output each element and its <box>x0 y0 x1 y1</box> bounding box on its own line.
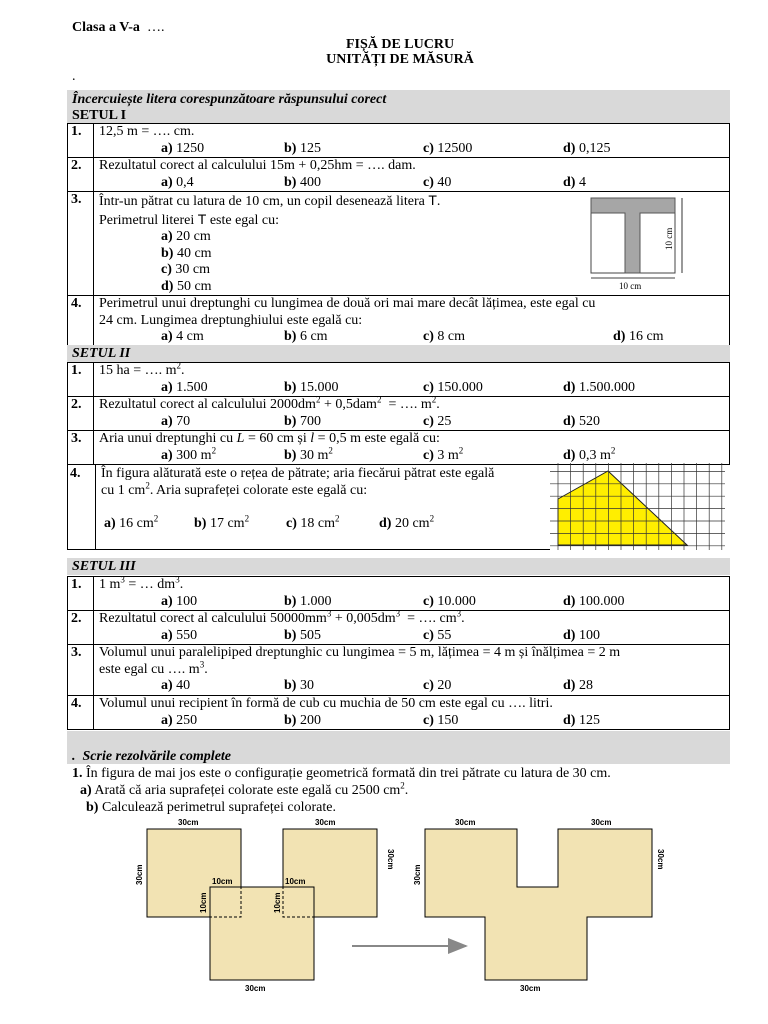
options <box>99 175 729 192</box>
question-body <box>94 574 730 611</box>
options <box>99 414 729 431</box>
label-30cm: 30cm <box>591 818 612 827</box>
option-d[interactable]: d) 50 cm <box>161 278 212 294</box>
option-d[interactable]: d) 520 <box>563 413 600 429</box>
question-text: Rezultatul corect al calculului $2000dm^2 + 0,5dam^2$ = …. $m^2$. <box>99 394 440 412</box>
option-b[interactable]: b) 700 <box>284 413 321 429</box>
option-a[interactable]: a) 1.500 <box>161 379 208 395</box>
question-body <box>94 394 730 431</box>
options <box>99 329 729 346</box>
question-number: 2. <box>68 397 94 431</box>
worksheet-title: FIȘĂ DE LUCRU <box>345 37 455 52</box>
question-body <box>94 158 730 192</box>
question-row <box>68 158 730 192</box>
label-30cm: 30cm <box>455 818 476 827</box>
option-b[interactable]: b) 1.000 <box>284 593 332 609</box>
label-30cm: 30cm <box>315 818 336 827</box>
question-number: 4. <box>68 296 94 348</box>
question-row <box>68 611 730 645</box>
question-text-2: este egal cu …. $m^3$. <box>99 658 208 677</box>
question-number: 2. <box>68 158 94 192</box>
option-a[interactable]: a) 16 $cm^2$ <box>104 513 159 531</box>
option-b[interactable]: b) 6 cm <box>284 329 328 344</box>
set1-table <box>67 123 730 348</box>
options <box>99 594 729 611</box>
question-text: Aria unui dreptunghi cu L = 60 cm și l = 0,5 m este egală cu: <box>99 431 440 446</box>
question-text: Volumul unui recipient în formă de cub cu muchia de 50 cm este egal cu …. litri. <box>99 696 553 711</box>
option-b[interactable]: b) 40 cm <box>161 245 212 261</box>
square-grid-figure <box>550 463 730 553</box>
question-row <box>68 696 730 730</box>
label-30cm: 30cm <box>413 864 422 885</box>
question-text-2: cu 1 $cm^2$. Aria suprafeței colorate este egală cu: <box>101 480 368 498</box>
question-number: 3. <box>68 431 94 465</box>
question-row <box>68 645 730 696</box>
bottom-square <box>210 887 314 980</box>
option-d[interactable]: d) 20 $cm^2$ <box>379 513 435 531</box>
question-number: 1. <box>68 577 94 611</box>
label-10cm: 10cm <box>285 877 306 886</box>
question-body <box>94 608 730 645</box>
option-d[interactable]: d) 125 <box>563 712 600 728</box>
option-d[interactable]: d) 16 cm <box>613 329 664 344</box>
question-body <box>94 192 730 296</box>
option-c[interactable]: c) 150.000 <box>423 379 483 395</box>
option-d[interactable]: d) 0,3 $m^2$ <box>563 444 616 463</box>
label-30cm: 30cm <box>386 849 395 870</box>
options <box>99 141 729 158</box>
option-a[interactable]: a) 250 <box>161 712 198 728</box>
question-text: 15 ha = …. $m^2$. <box>99 360 185 378</box>
option-c[interactable]: c) 150 <box>423 712 459 728</box>
question-body <box>94 645 730 696</box>
question-number: 1. <box>68 124 94 158</box>
squares-configuration-figure <box>130 815 670 995</box>
option-d[interactable]: d) 1.500.000 <box>563 379 635 395</box>
question-number: 3. <box>68 192 94 296</box>
question-row <box>68 296 730 348</box>
options <box>99 713 729 730</box>
options <box>99 628 729 645</box>
question-row <box>68 124 730 158</box>
option-b[interactable]: b) 400 <box>284 174 321 190</box>
question-text: Rezultatul corect al calculului 15m + 0,25hm = …. dam. <box>99 158 416 173</box>
label-30cm: 30cm <box>520 984 541 993</box>
options <box>99 678 729 695</box>
label-10cm: 10cm <box>212 877 233 886</box>
set3-title: SETUL III <box>72 559 136 574</box>
question-text: În figura alăturată este o rețea de pătrate; aria fiecărui pătrat este egală <box>101 466 495 481</box>
option-a[interactable]: a) 0,4 <box>161 174 194 190</box>
question-row <box>68 577 730 611</box>
instruction-text: Încercuiește litera corespunzătoare răspunsului corect <box>72 92 387 107</box>
option-c[interactable]: c) 8 cm <box>423 329 465 344</box>
set3-table <box>67 576 730 730</box>
option-d[interactable]: d) 4 <box>563 174 586 190</box>
problem-part-b: b) Calculează perimetrul suprafeței colorate. <box>86 800 336 815</box>
colored-region <box>558 471 687 545</box>
option-b[interactable]: b) 30 <box>284 678 314 693</box>
question-body <box>94 696 730 730</box>
question-text: 1 $m^3$ = … $dm^3$. <box>99 574 184 592</box>
option-a[interactable]: a) 300 $m^2$ <box>161 444 217 463</box>
problem-text: 1. În figura de mai jos este o configurație geometrică formată din trei pătrate cu latura de 30 cm. <box>72 766 611 781</box>
option-a[interactable]: a) 20 cm <box>161 229 211 244</box>
option-c[interactable]: c) 12500 <box>423 140 473 156</box>
question-body <box>94 124 730 158</box>
option-c[interactable]: c) 10.000 <box>423 593 476 609</box>
question-text: Volumul unui paralelipiped dreptunghic cu lungimea = 5 m, lățimea = 4 m și înălțimea = 2 m <box>99 645 621 660</box>
option-c[interactable]: c) 25 <box>423 413 452 429</box>
option-b[interactable]: b) 15.000 <box>284 379 339 395</box>
option-c[interactable]: c) 40 <box>423 174 452 190</box>
option-d[interactable]: d) 0,125 <box>563 140 611 156</box>
option-b[interactable]: b) 17 $cm^2$ <box>194 513 250 531</box>
question-text: 12,5 m = …. cm. <box>99 124 195 139</box>
question-text-2: 24 cm. Lungimea dreptunghiului este egală cu: <box>99 312 363 328</box>
option-a[interactable]: a) 70 <box>161 413 191 429</box>
question-number: 2. <box>68 611 94 645</box>
option-b[interactable]: b) 125 <box>284 140 321 156</box>
question-row <box>68 363 730 397</box>
set3-band <box>67 558 730 575</box>
question-row <box>68 397 730 431</box>
question-text: Într-un pătrat cu latura de 10 cm, un copil desenează litera T. <box>99 192 441 209</box>
label-10cm: 10cm <box>199 892 208 913</box>
question-number: 4. <box>70 466 81 481</box>
label-30cm: 30cm <box>656 849 665 870</box>
option-a[interactable]: a) 40 <box>161 678 191 693</box>
set1-title: SETUL I <box>72 108 127 123</box>
question-row <box>68 192 730 296</box>
question-number: 3. <box>68 645 94 696</box>
worksheet-subtitle: UNITĂȚI DE MĂSURĂ <box>326 52 474 67</box>
letter-t-figure <box>566 195 686 291</box>
options <box>99 444 729 465</box>
set2-title: SETUL II <box>72 346 131 361</box>
question-body <box>94 431 730 465</box>
option-b[interactable]: b) 505 <box>284 627 321 643</box>
width-label: 10 cm <box>619 281 642 291</box>
question-text: Perimetrul unui dreptunghi cu lungimea de două ori mai mare decât lățimea, este egal cu <box>99 296 596 311</box>
set2-band <box>67 345 730 362</box>
option-c[interactable]: c) 18 $cm^2$ <box>286 513 340 531</box>
option-a[interactable]: a) 550 <box>161 627 198 643</box>
option-c[interactable]: c) 20 <box>423 678 452 693</box>
option-b[interactable]: b) 30 $m^2$ <box>284 444 333 463</box>
label-30cm: 30cm <box>178 818 199 827</box>
height-label: 10 cm <box>664 227 674 250</box>
option-a[interactable]: a) 1250 <box>161 140 205 156</box>
option-a[interactable]: a) 4 cm <box>161 329 204 344</box>
options <box>99 380 729 397</box>
label-30cm: 30cm <box>245 984 266 993</box>
problem-part-a: a) Arată că aria suprafeței colorate este egală cu 2500 $cm^2$. <box>80 780 409 798</box>
question-text-2: Perimetrul literei T este egal cu: <box>99 210 279 228</box>
option-c[interactable]: c) 3 $m^2$ <box>423 444 464 463</box>
option-d[interactable]: d) 100.000 <box>563 593 625 609</box>
class-label: Clasa a V-a …. <box>72 20 165 35</box>
question-number: 1. <box>68 363 94 397</box>
question-number: 4. <box>68 696 94 730</box>
stray-dot: . <box>72 69 76 84</box>
combined-shape <box>425 829 652 980</box>
option-b[interactable]: b) 200 <box>284 712 321 728</box>
option-a[interactable]: a) 100 <box>161 593 198 609</box>
question-body <box>94 296 730 348</box>
question-text: Rezultatul corect al calculului $50000mm^3 + 0,005dm^3$ = …. $cm^3$. <box>99 608 465 626</box>
part2-title: . Scrie rezolvările complete <box>72 749 232 764</box>
option-d[interactable]: d) 28 <box>563 678 593 693</box>
set2-table <box>67 362 730 465</box>
label-10cm: 10cm <box>273 892 282 913</box>
label-30cm: 30cm <box>135 864 144 885</box>
option-c[interactable]: c) 30 cm <box>161 262 210 277</box>
question-body <box>94 360 730 397</box>
question-row <box>68 431 730 465</box>
option-c[interactable]: c) 55 <box>423 627 452 643</box>
row-divider <box>95 464 96 549</box>
option-d[interactable]: d) 100 <box>563 627 600 643</box>
